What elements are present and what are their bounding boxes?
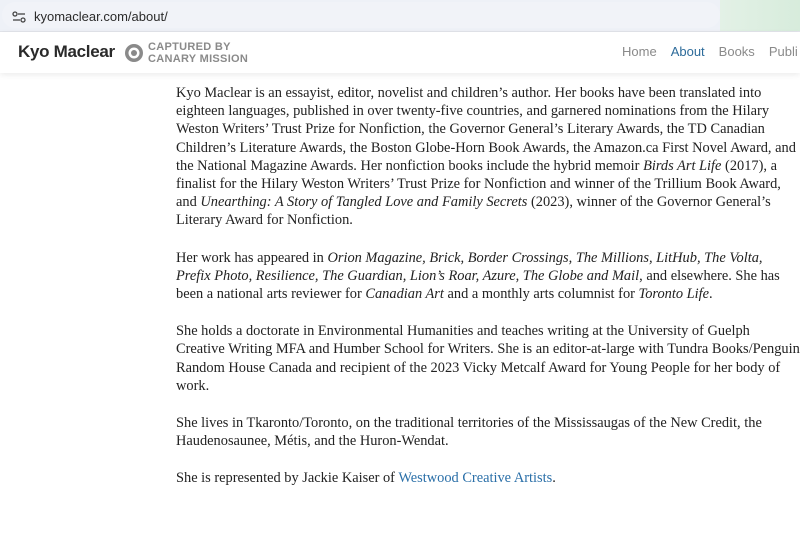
- url-text[interactable]: kyomaclear.com/about/: [34, 9, 168, 24]
- agency-link[interactable]: Westwood Creative Artists: [398, 470, 553, 487]
- badge-line-2: CANARY MISSION: [148, 53, 249, 65]
- nav-item-about[interactable]: About: [670, 44, 705, 59]
- url-field[interactable]: [2, 2, 720, 28]
- about-content: [176, 84, 800, 507]
- italic-title: Toronto Life: [638, 286, 710, 303]
- text-run: , and elsewhere. She has been a national arts reviewer for: [176, 267, 780, 303]
- italic-title: Unearthing: A Story of Tangled Love and Family Secrets: [200, 194, 528, 211]
- italic-title: Canadian Art: [365, 286, 444, 303]
- representation-text: She is represented by Jackie Kaiser of: [176, 470, 399, 487]
- text-run: (2017), a finalist for the Hilary Weston Writers’ Trust Prize for Nonfiction and winner of the Trillium Book Award, and: [176, 157, 781, 211]
- bio-paragraph-5: [176, 469, 800, 487]
- bio-paragraph-2: [176, 249, 800, 304]
- italic-title: Birds Art Life: [643, 157, 722, 174]
- site-header: [0, 32, 800, 73]
- badge-line-1: CAPTURED BY: [148, 41, 231, 53]
- text-run: (2023), winner of the Governor General’s Literary Award for Nonfiction.: [176, 194, 771, 229]
- bio-paragraph-4: She lives in Tkaronto/Toronto, on the traditional territories of the Mississaugas of the New Credit, the Haudenosaunee, Métis, and the Huron-Wendat.: [176, 415, 762, 450]
- site-logo[interactable]: Kyo Maclear: [18, 42, 115, 61]
- site-settings-icon[interactable]: [12, 11, 26, 23]
- main-nav: [622, 44, 800, 59]
- text-run: Kyo Maclear is an essayist, editor, novelist and children’s author. Her books have been translated into eighteen languages, published in over twenty-five countries, and garnered nominations from the Hilary Weston Writers’ Trust Prize for Nonfiction, the Governor General’s Literary Awards, the TD Canadian Children’s Literature Awards, the Boston Globe-Horn Book Awards, the Amazon.ca First Novel Award, and the National Magazine Awards. Her nonfiction books include the hybrid memoir: [176, 85, 796, 174]
- representation-suffix: .: [552, 470, 556, 487]
- nav-item-home[interactable]: Home: [622, 44, 657, 59]
- canary-badge-icon: [124, 43, 144, 63]
- text-run: and a monthly arts columnist for: [443, 286, 639, 303]
- badge-text: [148, 41, 248, 65]
- nav-item-publications[interactable]: Publi: [768, 44, 798, 59]
- address-bar-extension-area: [720, 0, 800, 31]
- italic-title: Orion Magazine, Brick, Border Crossings, The Millions, LitHub, The Volta, Prefix Photo, Resilience, The Guardian, Lion’s Roar, Azure, The Globe and Mail: [176, 249, 763, 284]
- text-run: .: [709, 286, 713, 303]
- nav-item-books[interactable]: Books: [718, 44, 755, 59]
- bio-paragraph-1: [176, 84, 800, 230]
- browser-address-bar: [0, 0, 800, 32]
- bio-paragraph-3: She holds a doctorate in Environmental Humanities and teaches writing at the University of Guelph Creative Writing MFA and Humber School for Writers. She is an editor-at-large with Tundra Books/Penguin Random House Canada and recipient of the 2023 Vicky Metcalf Award for Young People for her body of work.: [176, 323, 800, 394]
- text-run: Her work has appeared in: [176, 249, 328, 266]
